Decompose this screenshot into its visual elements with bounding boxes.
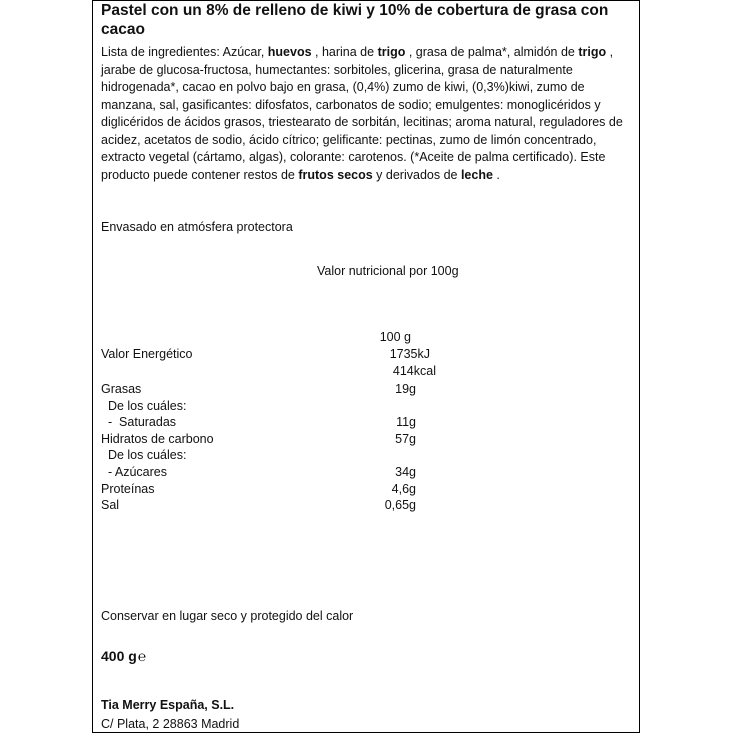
nutrition-row-value: 57g	[395, 432, 416, 446]
nutrition-row-label: Proteínas	[101, 482, 155, 496]
nutrition-row-label: - Azúcares	[101, 465, 167, 479]
nutrition-row-value: 11g	[396, 415, 416, 429]
nutrition-row-label: Grasas	[101, 382, 142, 396]
company-name: Tia Merry España, S.L.	[101, 698, 235, 712]
allergen-highlight: frutos secos	[298, 167, 373, 182]
allergen-highlight: huevos	[267, 45, 312, 59]
nutrition-row-label: De los cuáles:	[101, 399, 187, 413]
energy-kj: 1735kJ	[389, 347, 430, 361]
ingredient-text: , harina de	[311, 45, 378, 59]
packaging-note: Envasado en atmósfera protectora	[101, 220, 293, 234]
nutrition-column-header: 100 g	[379, 330, 411, 344]
allergen-highlight: trigo	[377, 45, 406, 59]
net-weight-value: 400 g	[101, 648, 137, 664]
net-weight	[101, 648, 146, 664]
nutrition-row-label: De los cuáles:	[101, 448, 187, 462]
nutrition-row-value: 19g	[395, 382, 416, 396]
ingredient-text: , jarabe de glucosa-fructosa, humectantes: sorbitoles, glicerina, grasa de naturalmente hidrogenada*, cacao en polvo bajo en grasa, (0,4%) zumo de kiwi, (0,3%)kiwi, zumo de manzana, sal, gasificantes: difosfatos, carbonatos de sodio; emulgentes: monoglicéridos y diglicéridos de ácidos grasos, triestearato de sorbitán, lecitinas; aroma natural, reguladores de acidez, acetatos de sodio, ácido cítrico; gelificante: pectinas, zumo de limón concentrado, extracto vegetal (cártamo, algas), colorante: carotenos. (*Aceite de palma certificado). Este producto puede contener restos de	[101, 45, 623, 182]
ingredient-text: , grasa de palma*, almidón de	[405, 45, 579, 59]
nutrition-row-value: 4,6g	[391, 482, 416, 496]
nutrition-row-value: 0,65g	[384, 498, 416, 512]
storage-note: Conservar en lugar seco y protegido del calor	[101, 609, 354, 623]
ingredients-list	[101, 44, 637, 184]
nutrition-row-label: - Saturadas	[101, 415, 177, 429]
nutrition-row-value: 34g	[395, 465, 416, 479]
ingredient-text: .	[492, 167, 500, 182]
allergen-highlight: trigo	[578, 45, 607, 59]
estimated-sign-icon: ℮	[137, 648, 147, 664]
nutrition-row-label: Sal	[101, 498, 120, 512]
energy-label: Valor Energético	[101, 347, 193, 361]
energy-kcal: 414kcal	[392, 364, 436, 378]
nutrition-row-label: Hidratos de carbono	[101, 432, 214, 446]
product-title: Pastel con un 8% de relleno de kiwi y 10% de cobertura de grasa con cacao	[101, 2, 609, 38]
ingredient-text: y derivados de	[372, 167, 461, 182]
nutrition-heading: Valor nutricional por 100g	[317, 264, 459, 278]
company-address: C/ Plata, 2 28863 Madrid	[101, 717, 240, 731]
ingredient-text: Lista de ingredientes: Azúcar,	[101, 45, 268, 59]
allergen-highlight: leche	[460, 167, 493, 182]
